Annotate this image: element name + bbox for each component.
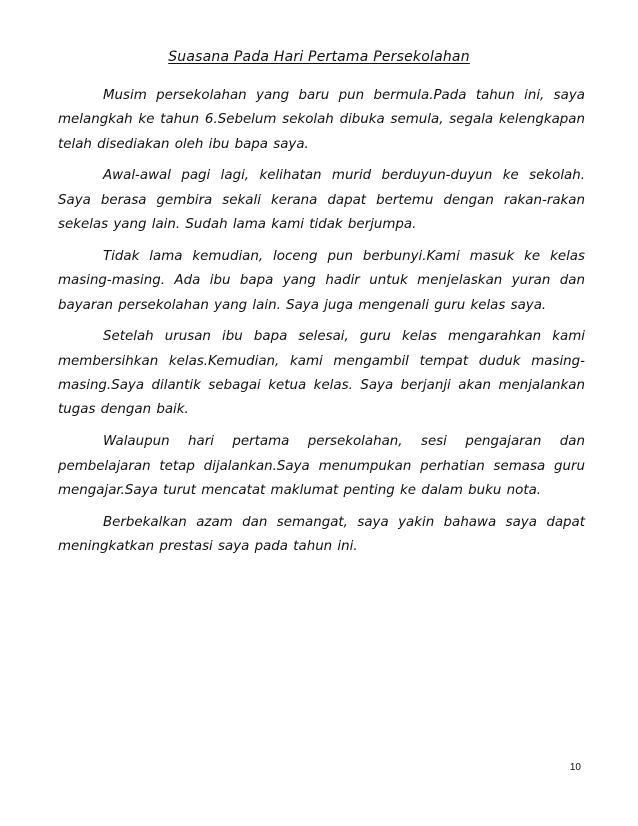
page-number: 10 xyxy=(569,762,581,773)
document-body xyxy=(58,84,585,567)
paragraph-4: Setelah urusan ibu bapa selesai, guru kelas mengarahkan kami membersihkan kelas.Kemudian, kami mengambil tempat duduk masing-masing.Saya dilantik sebagai ketua kelas. Saya berjanji akan menjalankan tugas dengan baik. xyxy=(58,329,585,418)
document-title: Suasana Pada Hari Pertama Persekolahan xyxy=(168,49,470,65)
paragraph-1: Musim persekolahan yang baru pun bermula.Pada tahun ini, saya melangkah ke tahun 6.Sebelum sekolah dibuka semula, segala kelengkapan telah disediakan oleh ibu bapa saya. xyxy=(58,88,585,152)
paragraph-6: Berbekalkan azam dan semangat, saya yakin bahawa saya dapat meningkatkan prestasi saya pada tahun ini. xyxy=(58,514,585,555)
paragraph-5: Walaupun hari pertama persekolahan, sesi pengajaran dan pembelajaran tetap dijalankan.Saya menumpukan perhatian semasa guru mengajar.Saya turut mencatat maklumat penting ke dalam buku nota. xyxy=(58,434,585,498)
paragraph-3: Tidak lama kemudian, loceng pun berbunyi.Kami masuk ke kelas masing-masing. Ada ibu bapa yang hadir untuk menjelaskan yuran dan bayaran persekolahan yang lain. Saya juga mengenali guru kelas saya. xyxy=(58,248,585,313)
paragraph-2: Awal-awal pagi lagi, kelihatan murid berduyun-duyun ke sekolah. Saya berasa gembira sekali kerana dapat bertemu dengan rakan-rakan sekelas yang lain. Sudah lama kami tidak berjumpa. xyxy=(58,168,585,233)
